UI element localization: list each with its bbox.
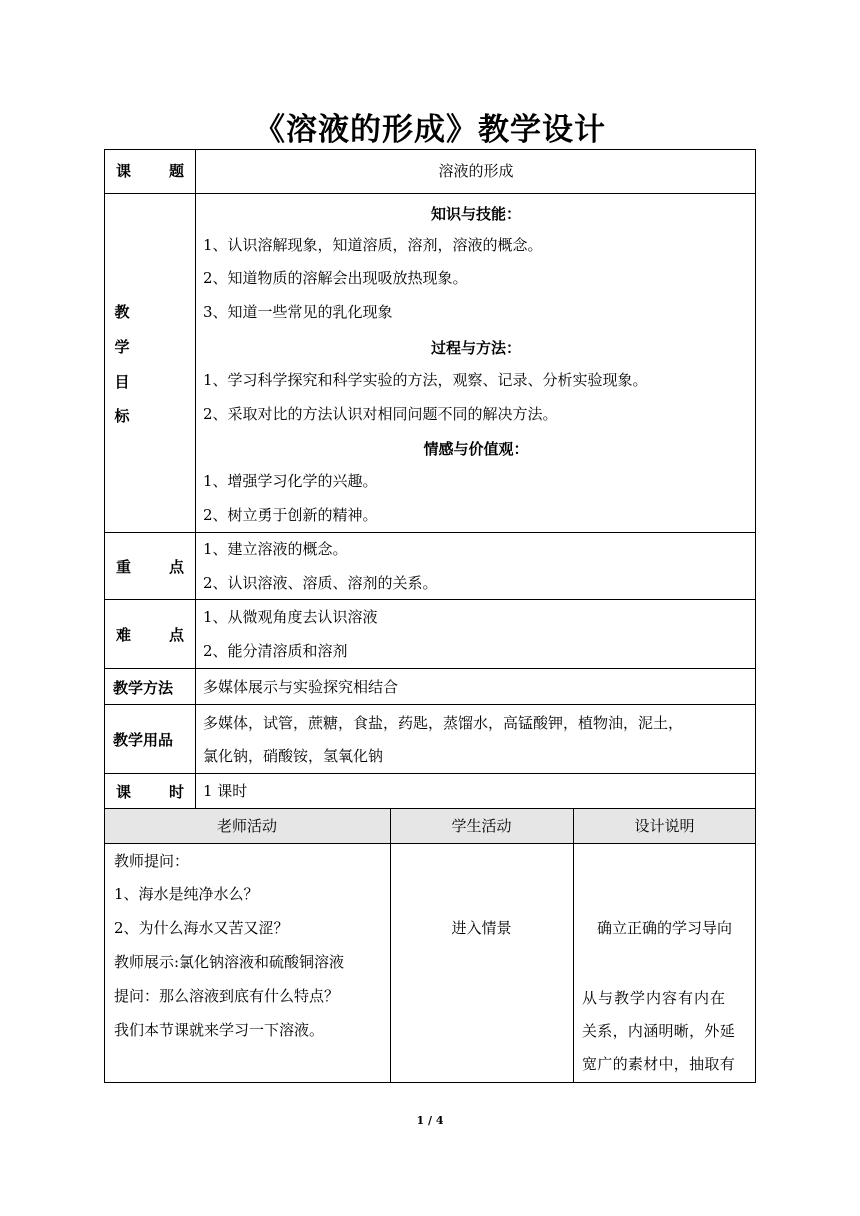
page-number: 1 / 4	[416, 1114, 444, 1127]
goals-label-char: 标	[114, 407, 130, 425]
row-separator	[104, 773, 756, 774]
teacher-line: 我们本节课就来学习一下溶液。	[114, 1021, 325, 1039]
row-separator	[104, 668, 756, 669]
method-label: 教学方法	[113, 679, 174, 697]
process-heading: 过程与方法：	[430, 339, 521, 357]
process-item: 2、采取对比的方法认识对相同问题不同的解决方法。	[203, 405, 558, 423]
difficult-points-label-right: 点	[168, 626, 184, 644]
difficult-point-item: 1、从微观角度去认识溶液	[203, 608, 378, 626]
topic-value: 溶液的形成	[438, 162, 514, 180]
emotion-item: 1、增强学习化学的兴趣。	[203, 472, 378, 490]
key-point-item: 1、建立溶液的概念。	[203, 540, 348, 558]
teacher-line: 教师展示:氯化钠溶液和硫酸铜溶液	[114, 953, 345, 971]
materials-label: 教学用品	[113, 731, 174, 749]
knowledge-item: 3、知道一些常见的乳化现象	[203, 303, 393, 321]
difficult-points-label-left: 难	[116, 626, 132, 644]
topic-label-left: 课	[116, 162, 132, 180]
key-points-label-right: 点	[168, 558, 184, 576]
design-note-line: 宽广的素材中，抽取有	[582, 1055, 736, 1073]
hours-label	[116, 781, 184, 802]
row-separator	[104, 704, 756, 705]
student-activity: 进入情景	[451, 919, 512, 937]
hours-label-right: 时	[168, 783, 184, 801]
hours-label-left: 课	[116, 783, 132, 801]
difficult-points-label	[116, 624, 184, 645]
goals-label-char: 目	[114, 373, 130, 391]
key-points-label-left: 重	[116, 558, 132, 576]
header-design: 设计说明	[634, 817, 695, 835]
activity-table	[104, 808, 756, 1083]
info-table-label-divider	[195, 149, 196, 808]
emotion-heading: 情感与价值观：	[423, 440, 529, 458]
activity-col-divider	[390, 808, 391, 1082]
activity-col-divider	[573, 808, 574, 1082]
teacher-line: 1、海水是纯净水么？	[114, 885, 259, 903]
document-title: 《溶液的形成》教学设计	[254, 112, 606, 148]
materials-line: 多媒体，试管，蔗糖，食盐，药匙，蒸馏水，高锰酸钾，植物油，泥土，	[203, 714, 684, 732]
topic-label-right: 题	[168, 162, 184, 180]
topic-label	[116, 160, 184, 181]
teacher-line: 教师提问：	[114, 852, 190, 870]
row-separator	[104, 599, 756, 600]
goals-label-char: 学	[114, 338, 130, 356]
key-points-label	[116, 556, 184, 577]
design-note: 确立正确的学习导向	[596, 919, 732, 937]
method-value: 多媒体展示与实验探究相结合	[203, 678, 399, 696]
header-teacher: 老师活动	[216, 817, 277, 835]
knowledge-heading: 知识与技能：	[430, 205, 521, 223]
row-separator	[104, 193, 756, 194]
materials-line: 氯化钠，硝酸铵，氢氧化钠	[203, 747, 384, 765]
goals-label-char: 教	[114, 303, 130, 321]
key-point-item: 2、认识溶液、溶质、溶剂的关系。	[203, 574, 438, 592]
activity-header-separator	[104, 843, 756, 844]
teacher-line: 2、为什么海水又苦又涩？	[114, 919, 289, 937]
header-student: 学生活动	[451, 817, 512, 835]
design-note-line: 关系，内涵明晰，外延	[582, 1022, 736, 1040]
row-separator	[104, 532, 756, 533]
teacher-line: 提问：那么溶液到底有什么特点？	[114, 987, 340, 1005]
knowledge-item: 1、认识溶解现象，知道溶质，溶剂，溶液的概念。	[203, 236, 543, 254]
knowledge-item: 2、知道物质的溶解会出现吸放热现象。	[203, 269, 468, 287]
emotion-item: 2、树立勇于创新的精神。	[203, 506, 378, 524]
design-note-line: 从与教学内容有内在	[582, 989, 727, 1007]
hours-value: 1 课时	[203, 782, 248, 800]
difficult-point-item: 2、能分清溶质和溶剂	[203, 642, 348, 660]
process-item: 1、学习科学探究和科学实验的方法，观察、记录、分析实验现象。	[203, 371, 648, 389]
